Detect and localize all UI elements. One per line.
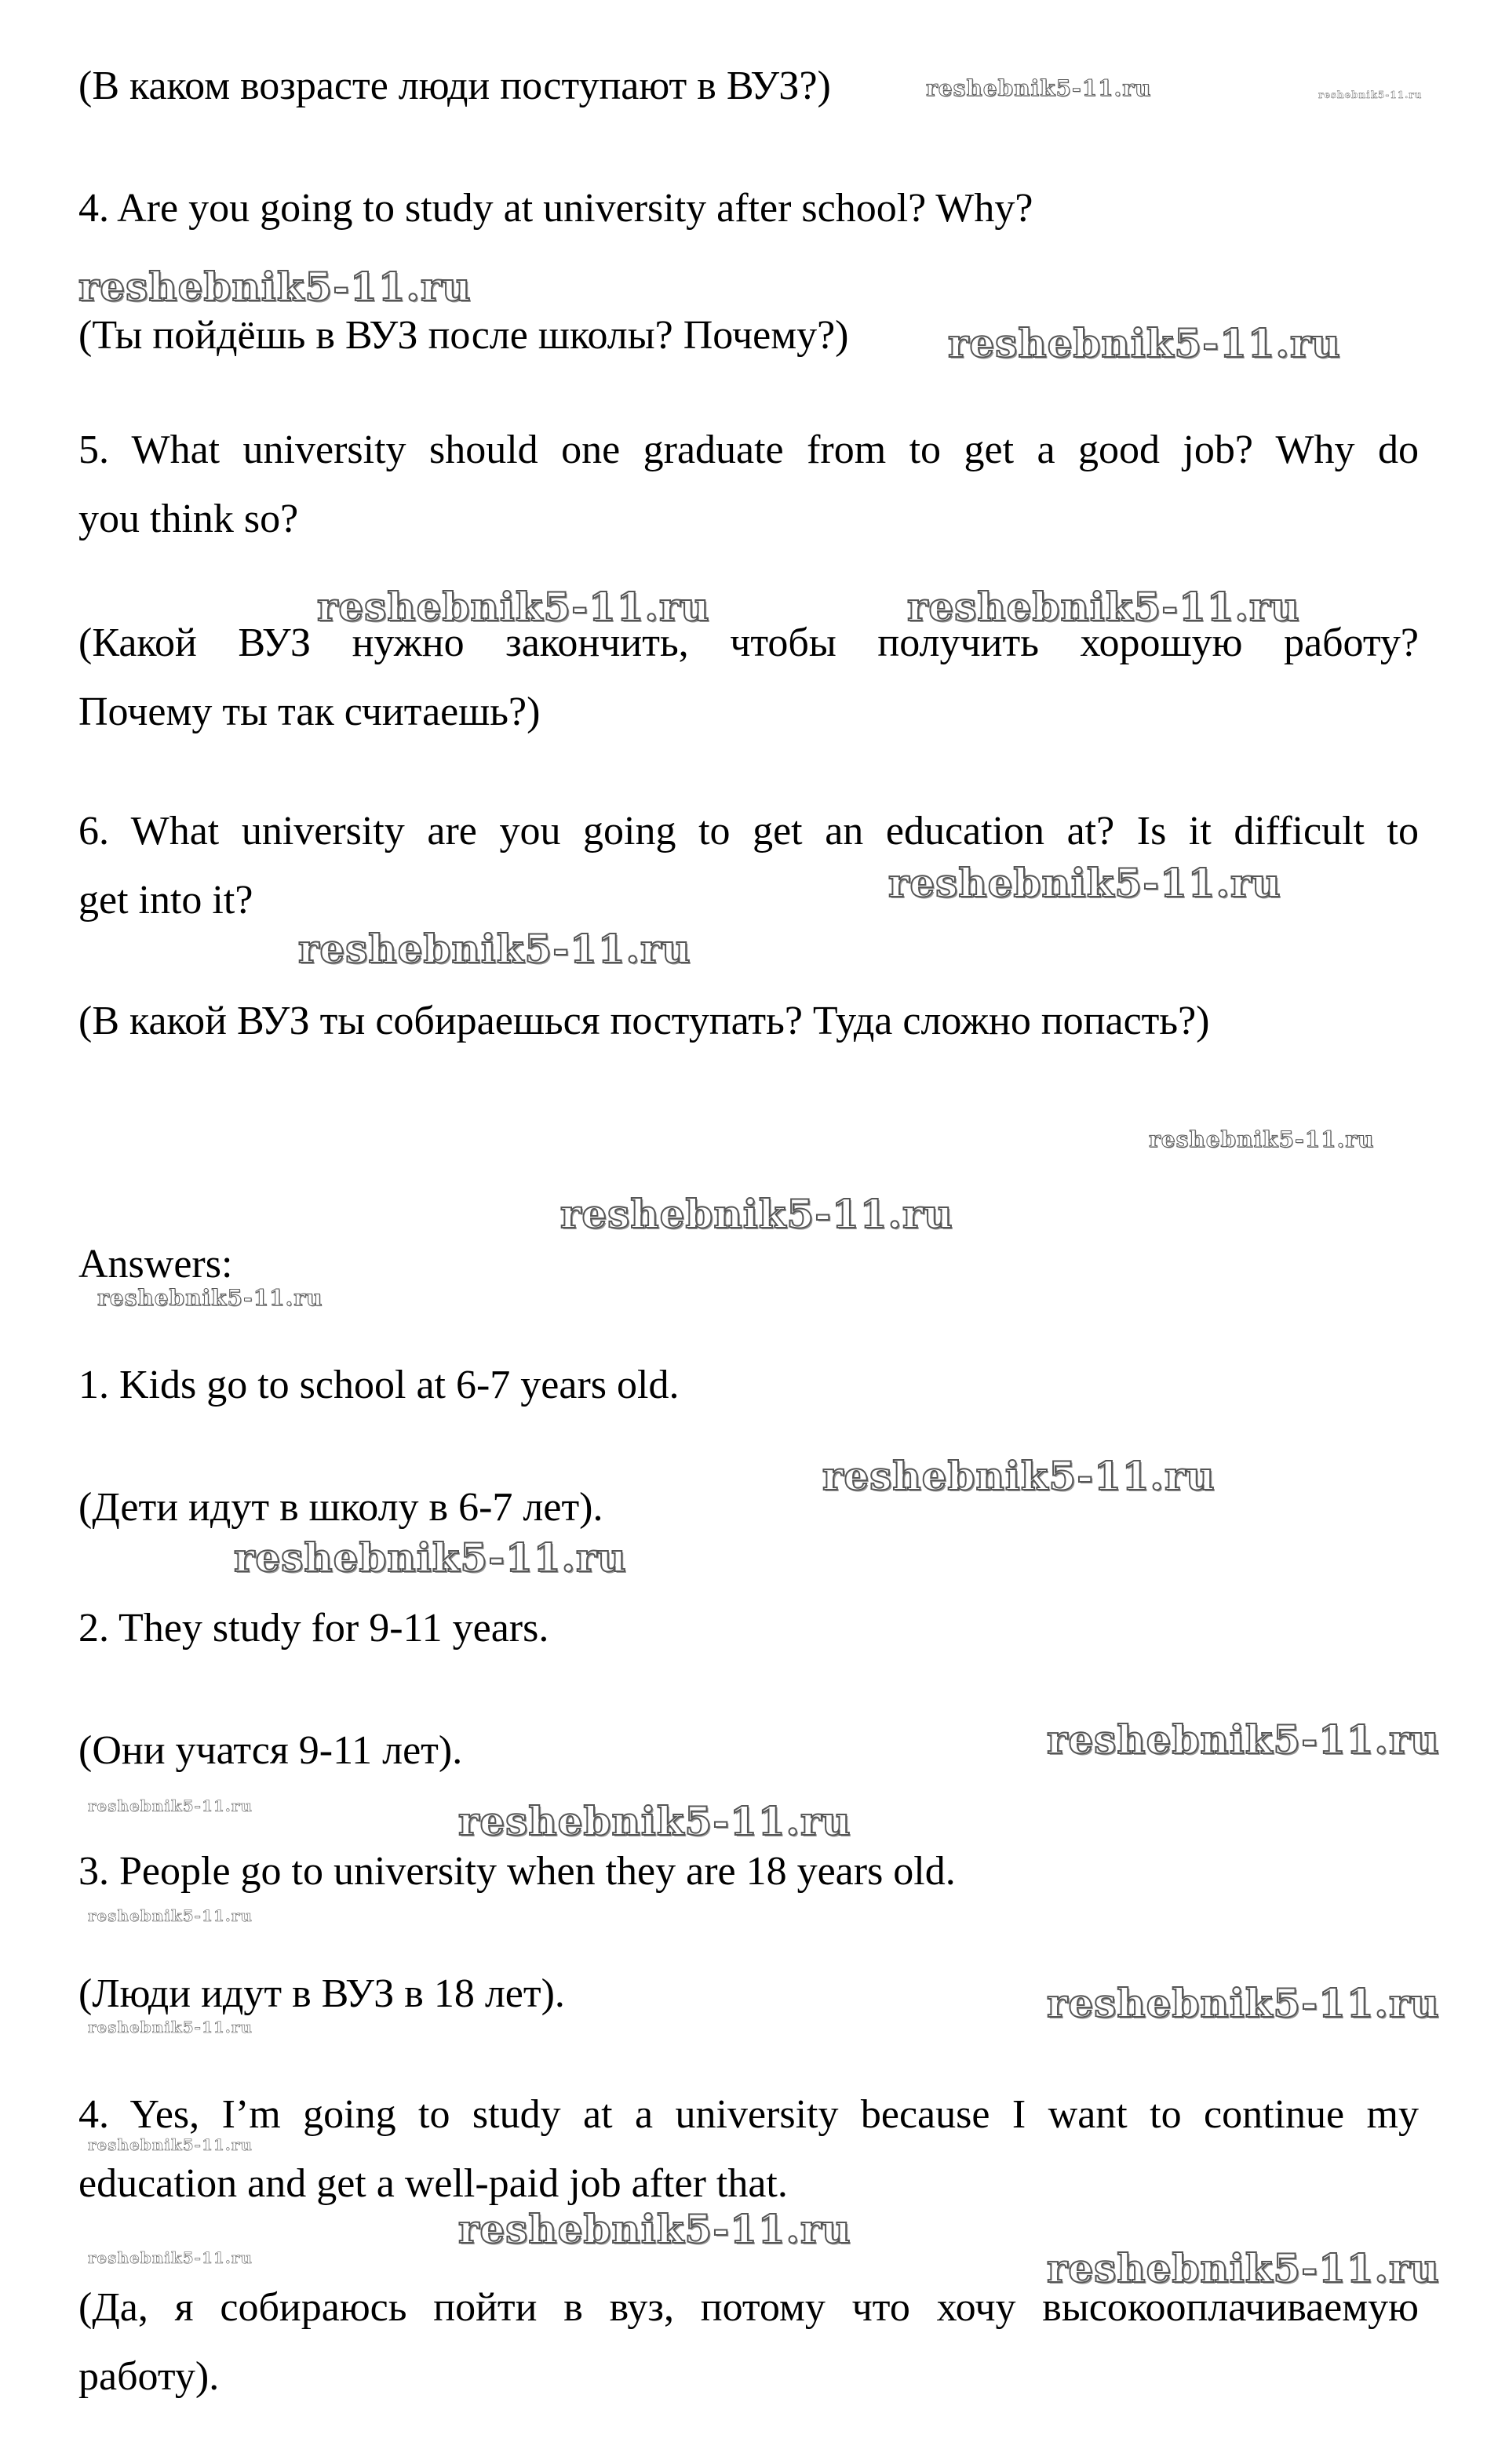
answer-1: 1. Kids go to school at 6-7 years old.	[78, 1363, 680, 1407]
answer-4-translation-line-1: (Да, я собираюсь пойти в вуз, потому что хочу высокооплачиваемую	[78, 2285, 1419, 2330]
question-4: 4. Are you going to study at university after school? Why?	[78, 186, 1033, 231]
watermark: reshebnik5-11.ru	[1318, 89, 1423, 100]
watermark: reshebnik5-11.ru	[298, 926, 691, 972]
watermark: reshebnik5-11.ru	[88, 2248, 253, 2267]
watermark: reshebnik5-11.ru	[926, 75, 1152, 101]
watermark: reshebnik5-11.ru	[1149, 1126, 1375, 1152]
watermark: reshebnik5-11.ru	[234, 1534, 627, 1581]
answer-2: 2. They study for 9-11 years.	[78, 1606, 549, 1651]
question-5-translation-line-1: (Какой ВУЗ нужно закончить, чтобы получить хорошую работу?	[78, 621, 1419, 665]
question-4-translation: (Ты пойдёшь в ВУЗ после школы? Почему?)	[78, 313, 849, 358]
answer-4-line-2: education and get a well-paid job after that.	[78, 2161, 788, 2206]
answer-4-line-1: 4. Yes, I’m going to study at a university because I want to continue my	[78, 2092, 1419, 2137]
question-5-line-2: you think so?	[78, 497, 299, 541]
answer-3: 3. People go to university when they are 18 years old.	[78, 1849, 956, 1894]
watermark: reshebnik5-11.ru	[888, 860, 1281, 906]
watermark: reshebnik5-11.ru	[948, 320, 1341, 366]
watermark: reshebnik5-11.ru	[458, 1798, 851, 1844]
watermark: reshebnik5-11.ru	[88, 2135, 253, 2154]
answer-4-translation-line-2: работу).	[78, 2354, 220, 2399]
watermark: reshebnik5-11.ru	[458, 2206, 851, 2252]
question-6-line-1: 6. What university are you going to get an education at? Is it difficult to	[78, 809, 1419, 853]
watermark: reshebnik5-11.ru	[1047, 2245, 1440, 2291]
watermark: reshebnik5-11.ru	[97, 1285, 323, 1311]
watermark: reshebnik5-11.ru	[88, 1906, 253, 1925]
answer-1-translation: (Дети идут в школу в 6-7 лет).	[78, 1485, 603, 1530]
watermark: reshebnik5-11.ru	[78, 264, 472, 310]
question-5-line-1: 5. What university should one graduate from to get a good job? Why do	[78, 428, 1419, 472]
answer-2-translation: (Они учатся 9-11 лет).	[78, 1728, 463, 1773]
question-6-translation: (В какой ВУЗ ты собираешься поступать? Туда сложно попасть?)	[78, 999, 1210, 1043]
watermark: reshebnik5-11.ru	[317, 584, 710, 630]
watermark: reshebnik5-11.ru	[88, 1796, 253, 1815]
watermark: reshebnik5-11.ru	[822, 1453, 1216, 1499]
watermark: reshebnik5-11.ru	[907, 584, 1300, 630]
answers-heading: Answers:	[78, 1242, 233, 1287]
question-3-translation: (В каком возрасте люди поступают в ВУЗ?)	[78, 64, 831, 108]
watermark: reshebnik5-11.ru	[560, 1191, 953, 1237]
question-6-line-2: get into it?	[78, 878, 253, 923]
answer-3-translation: (Люди идут в ВУЗ в 18 лет).	[78, 1971, 565, 2016]
watermark: reshebnik5-11.ru	[1047, 1980, 1440, 2026]
question-5-translation-line-2: Почему ты так считаешь?)	[78, 690, 541, 734]
watermark: reshebnik5-11.ru	[88, 2018, 253, 2036]
watermark: reshebnik5-11.ru	[1047, 1716, 1440, 1763]
